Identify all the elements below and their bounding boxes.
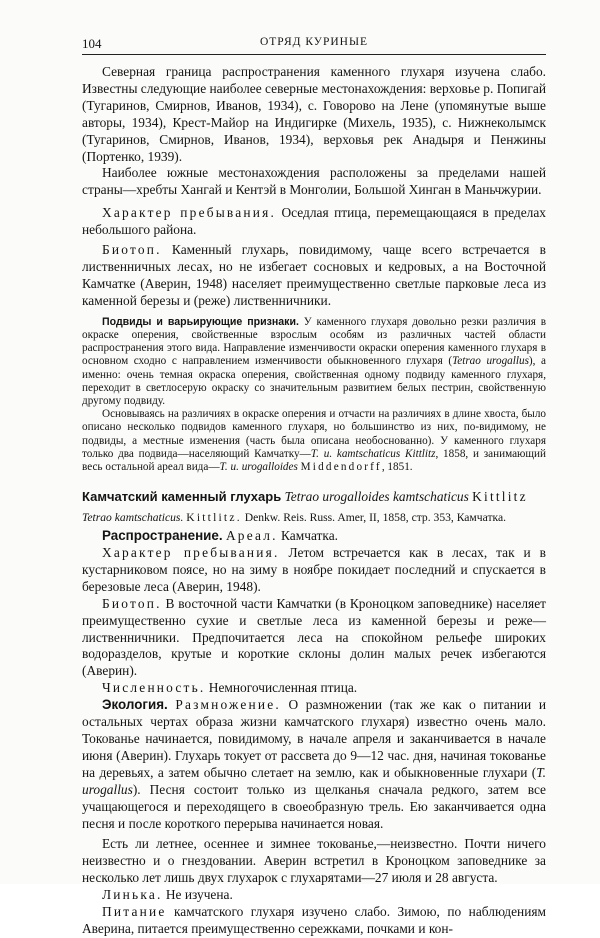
ecology-label: Экология. xyxy=(102,697,168,713)
biotope-label: Биотоп. xyxy=(102,242,162,258)
paragraph-stay xyxy=(82,545,546,596)
numbers-label: Численность. xyxy=(102,680,206,696)
residence-label: Характер пребывания. xyxy=(102,205,277,221)
synonym-latin: Tetrao kamtschaticus. xyxy=(82,511,184,525)
molt-label: Линька. xyxy=(102,887,163,903)
subspecies-label: Подвиды и варьирующие признаки. xyxy=(102,315,299,328)
synonym-citation-text: Denkw. Reis. Russ. Amer, II, 1858, стр. 353, Камчатка. xyxy=(241,511,507,525)
ecology-italic: T. urogallus xyxy=(82,764,546,797)
paragraph-food xyxy=(82,904,546,938)
subspecies-text-a: У каменного глухаря довольно резки различия в окраске оперения, свойственные взрослым особям из различных частей области распространения этого вида. Направление изменчивости окраски оперения каменного глухаря в основном сходно с направлением изменчивости обыкновенного глухаря ( xyxy=(82,315,546,368)
paragraph-biotope-kamchatka xyxy=(82,596,546,681)
subspecies-list-text-a: Основываясь на различиях в окраске оперения и отчасти на различиях в длине хвоста, было описано несколько подвидов каменного глухаря, но большинство из них, по-видимому, не подвиды, а местные изменения (часть была описана необоснованно). У каменного глухаря только два подвида—населяющий Камчатку— xyxy=(82,408,546,460)
paragraph-molt xyxy=(82,887,546,904)
paragraph-residence xyxy=(82,205,546,239)
page-number: 104 xyxy=(82,36,102,51)
stay-text: Летом встречается как в лесах, так и в кустарниковом поясе, но на зиму в ноябре покидает последний и спускается в березовые леса (Аверин, 1948). xyxy=(82,545,546,594)
subspecies-text-b: ), а именно: очень темная окраска оперения, свойственная одному подвиду каменного глухаря, переходит в светлосерую окраску со значительным развитием белых пестрин, свойственную другому подвиду. xyxy=(82,355,546,407)
food-text: камчатского глухаря изучено слабо. Зимою, по наблюдениям Аверина, питается преимущественно сережками, почками и кон- xyxy=(82,904,546,936)
paragraph-subspecies-variation xyxy=(82,316,546,408)
paragraph-subspecies-list xyxy=(82,408,546,474)
distribution-sub: Ареал. xyxy=(225,528,278,544)
subspecies-italic-a: Tetrao urogallus xyxy=(452,355,529,368)
page-body xyxy=(82,64,546,938)
distribution-label: Распространение. xyxy=(102,528,223,544)
page-header xyxy=(82,34,546,55)
biotope-kamchatka-label: Биотоп. xyxy=(102,595,162,611)
synonym-author: Kittlitz. xyxy=(186,511,242,525)
subspecies-author: Kittlitz xyxy=(472,489,528,505)
subspecies-latin-name: Tetrao urogalloides kamtschaticus xyxy=(284,489,469,505)
subspecies-heading xyxy=(82,488,546,506)
subspecies-list-text-b: , 1858, и занимающий весь остальной ареал вида— xyxy=(82,447,546,473)
ecology-sub: Размножение. xyxy=(175,697,281,713)
subspecies-list-text-c: , 1851. xyxy=(381,460,413,473)
biotope-kamchatka-text: В восточной части Камчатки (в Кроноцком заповеднике) населяет преимущественно сухие и светлые леса из каменной березы и реже—лиственничники. Предпочитается леса на спокойном рельефе широких водоразделов, крутые и короткие склоны долин малых речек избегаются (Аверин). xyxy=(82,595,546,679)
ecology-text-b: ). Песня состоит только из щелканья сначала редкого, затем все учащающегося и переходящего в своеобразную трель. Ею заканчивается одна песня и после короткого перерыва начинается новая. xyxy=(82,781,546,831)
biotope-text: Каменный глухарь, повидимому, чаще всего встречается в лиственничных лесах, но не избегает сосновых и кедровых, а на Восточной Камчатке (Аверин, 1948) населяет преимущественно светлые парковые леса из каменной березы и (реже) лиственничники. xyxy=(82,242,546,308)
paragraph-season: Есть ли летнее, осеннее и зимнее токованье,—неизвестно. Почти ничего неизвестно и о гнездовании. Аверин встретил в Кроноцком заповеднике за несколько лет лишь двух глухарок с глухарятами—27 июля и 28 августа. xyxy=(82,836,546,886)
ecology-text-a: О размножении (так же как о питании и остальных чертах образа жизни камчатского глухаря) известно очень мало. Токованье начинается, повидимому, в начале апреля и заканчивается в начале июня (Аверин). Глухарь токует от рассвета до 9—12 час. дня, начиная токованье на деревьях, а затем обычно слетает на землю, как и обыкновенные глухари ( xyxy=(82,697,546,780)
paragraph-distribution xyxy=(82,528,546,545)
paragraph-ecology xyxy=(82,697,546,832)
paragraph-northern-border: Северная граница распространения каменного глухаря изучена слабо. Известны следующие наиболее северные местонахождения: верховье р. Попигай (Тугаринов, Смирнов, Иванов, 1934), с. Говорово на Лене (упомянутые выше авторы, 1934), Крест-Майор на Индигирке (Михель, 1935), с. Нижнеколымск (Тугаринов, Смирнов, Иванов, 1934), верховья рек Анадыря и Пенжины (Портенко, 1939). xyxy=(82,64,546,164)
paragraph-numbers xyxy=(82,680,546,697)
paragraph-southern-localities: Наиболее южные местонахождения расположены за пределами нашей страны—хребты Хангай и Кентэй в Монголии, Большой Хинган в Маньчжурии. xyxy=(82,165,546,198)
food-label: Питание xyxy=(102,904,167,920)
synonym-citation xyxy=(82,510,546,525)
distribution-text: Камчатка. xyxy=(277,528,338,544)
subspecies-list-italic-b: T. u. urogalloides xyxy=(219,460,298,473)
subspecies-common-name: Камчатский каменный глухарь xyxy=(82,489,282,505)
paragraph-biotope xyxy=(82,242,546,310)
subspecies-list-italic-a: T. u. kamtschaticus Kittlitz xyxy=(310,447,436,460)
numbers-text: Немногочисленная птица. xyxy=(205,680,358,696)
subspecies-list-author: Middendorff xyxy=(300,460,382,473)
running-head: ОТРЯД КУРИНЫЕ xyxy=(259,36,369,48)
molt-text: Не изучена. xyxy=(162,887,233,903)
residence-text: Оседлая птица, перемещающаяся в пределах небольшого района. xyxy=(82,205,546,238)
stay-label: Характер пребывания. xyxy=(102,545,280,561)
